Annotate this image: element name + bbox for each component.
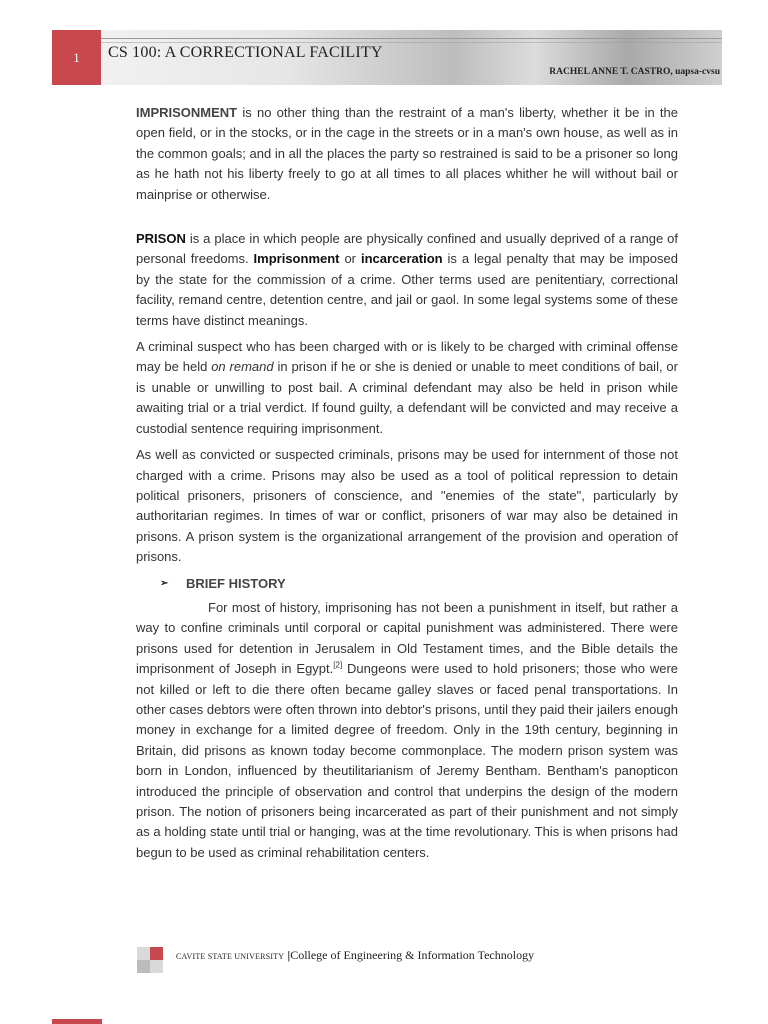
paragraph-internment [136, 445, 678, 567]
footer-university: CAVITE STATE UNIVERSITY [176, 952, 285, 961]
page-number: 1 [52, 30, 101, 85]
paragraph-text: is no other thing than the restraint of a man's liberty, whether it be in the open field, or in the stocks, or in the cage in the streets or in a man's own house, as well as in the common goals; and in all the places the party so restrained is said to be a prisoner so long as he hath not his liberty freely to go at all times to all places whither he will without bail or mainprise or otherwise. [136, 105, 678, 202]
section-heading-text: BRIEF HISTORY [186, 575, 286, 591]
paragraph-remand [136, 337, 678, 439]
paragraph-history [136, 598, 678, 863]
footer-logo-squares [137, 947, 165, 975]
paragraph-text: As well as convicted or suspected criminals, prisons may be used for internment of those not charged with a crime. Prisons may also be used as a tool of political repression to detain political prisoners, prisoners of conscience, and "enemies of the state", particularly by authoritarian regimes. In times of war or conflict, prisoners of war may also be detained in prisons. A prison system is the organizational arrangement of the provision and operation of prisons. [136, 447, 678, 565]
arrow-bullet-icon: ➢ [160, 577, 169, 589]
term-imprisonment: IMPRISONMENT [136, 105, 238, 120]
term-prison: PRISON [136, 231, 186, 247]
paragraph-text: is a legal penalty that may be imposed by the state for the commission of a crime. Other terms used are penitentiary, correctional facility, remand centre, detention centre, and jail or gaol. In some legal systems some of these terms have distinct meanings. [136, 251, 678, 328]
footnote-ref: [2] [333, 660, 343, 670]
next-page-marker [52, 1019, 102, 1024]
term-incarceration: incarceration [360, 251, 443, 267]
paragraph-prison [136, 229, 678, 331]
author-line: RACHEL ANNE T. CASTRO, uapsa-cvsu [549, 67, 720, 77]
emphasis-on-remand: on remand [211, 359, 274, 375]
document-title: CS 100: A CORRECTIONAL FACILITY [108, 44, 383, 61]
footer-separator: | [284, 950, 291, 962]
paragraph-text: For most of history, imprisoning has not been a punishment in itself, but rather a way to confine criminals until corporal or capital punishment was administered. There were prisons used for detention in Jerusalem in Old Testament times, and the Bible details the imprisonment of Joseph in Egypt. [136, 599, 678, 677]
paragraph-text: Dungeons were used to hold prisoners; those who were not killed or left to die there often became galley slaves or faced penal transportations. In other cases debtors were often thrown into debtor's prisons, until they paid their jailers enough money in exchange for a limited degree of freedom. Only in the 19th century, beginning in Britain, did prisons as known today become commonplace. The modern prison system was born in London, influenced by theutilitarianism of Jeremy Bentham. Bentham's panopticon introduced the principle of observation and control that underpins the design of the modern prison. The notion of prisoners being incarcerated as part of their punishment and not simply as a holding state until trial or hanging, was at the time revolutionary. This is when prisons had begun to be used as criminal rehabilitation centers. [136, 661, 678, 860]
paragraph-imprisonment [136, 103, 678, 205]
term-imprisonment-2: Imprisonment [253, 251, 340, 267]
document-body [136, 103, 678, 863]
paragraph-text: or [339, 251, 361, 267]
paragraph-text: is a place in which people are physically confined and usually deprived of a range of personal freedoms. [136, 231, 678, 267]
footer-college: College of Engineering & Information Technology [290, 948, 535, 962]
footer [176, 948, 534, 963]
section-heading [136, 574, 678, 594]
paragraph-text: A criminal suspect who has been charged with or is likely to be charged with criminal offense may be held [136, 339, 678, 375]
paragraph-text: in prison if he or she is denied or unable to meet conditions of bail, or is unable or unwilling to post bail. A criminal defendant may also be held in prison while awaiting trial or a trial verdict. If found guilty, a defendant will be convicted and may receive a custodial sentence requiring imprisonment. [136, 359, 678, 436]
